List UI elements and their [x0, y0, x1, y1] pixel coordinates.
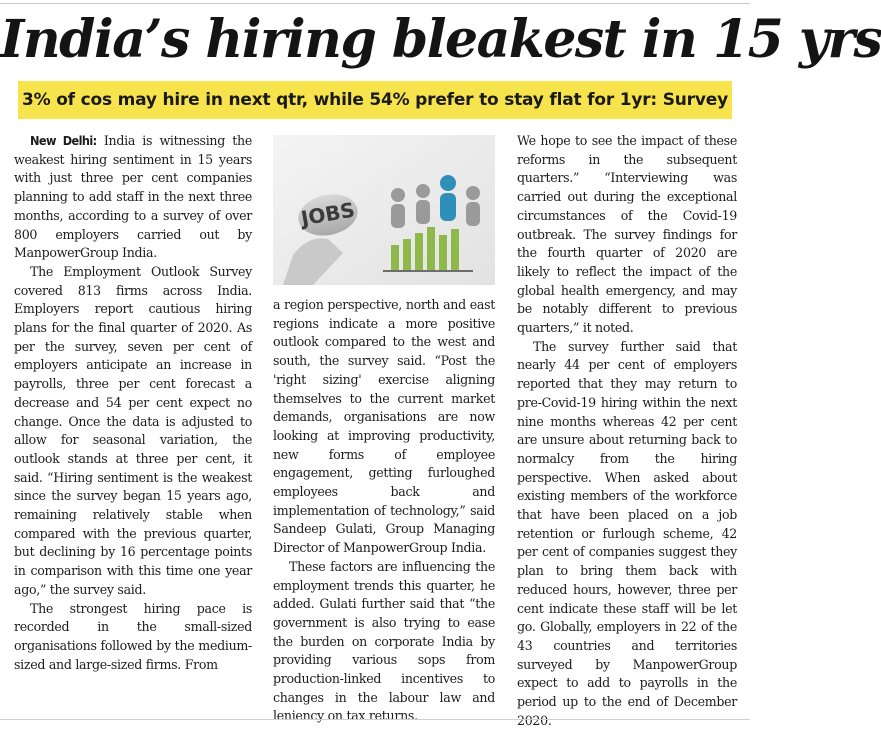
- headline: India’s hiring bleakest in 15 yrs: [0, 9, 881, 70]
- deck-banner: 3% of cos may hire in next qtr, while 54% prefer to stay flat for 1yr: Survey: [18, 81, 732, 119]
- paragraph: We hope to see the impact of these reforms in the subsequent quarters.” “Interviewing was carried out during the exceptional circumstances of the Covid-19 outbreak. The survey findings for the fourth quarter of 2020 are likely to reflect the impact of the global health emergency, and may be notably different to previous quarters,” it noted.: [517, 133, 737, 336]
- paragraph: The survey further said that nearly 44 per cent of employers reported that they may return to pre-Covid-19 hiring within the next nine months whereas 42 per cent are unsure about returning back to normalcy from the hiring perspective. When asked about existing members of the workforce that have been placed on a job retention or furlough scheme, 42 per cent of companies suggest they plan to bring them back with reduced hours, however, three per cent indicate these staff will be let go. Globally, employers in 22 of the 43 countries and territories surveyed by ManpowerGroup expect to add to payrolls in the period up to the end of December 2020.: [517, 338, 737, 728]
- article-column-1: [14, 132, 252, 674]
- bottom-rule: [0, 719, 750, 720]
- paragraph: The strongest hiring pace is recorded in the small-sized organisations followed by the medium-sized and large-sized firms. From: [14, 600, 252, 672]
- paragraph: a region perspective, north and east regions indicate a more positive outlook compared to the west and south, the survey said. “Post the 'right sizing' exercise aligning themselves to the current market demands, organisations are now looking at improving productivity, new forms of employee engagement, getting furloughed employees back and implementation of technology,” said Sandeep Gulati, Group Managing Director of ManpowerGroup India.: [273, 297, 495, 556]
- paragraph: These factors are influencing the employment trends this quarter, he added. Gulati further said that “the government is also trying to ease the burden on corporate India by providing various sops from production-linked incentives to changes in the labour law and leniency on tax returns.: [273, 558, 495, 724]
- article-column-3: [517, 132, 737, 731]
- paragraph: The Employment Outlook Survey covered 813 firms across India. Employers report cautious hiring plans for the final quarter of 2020. As per the survey, seven per cent of employers anticipate an increase in payrolls, three per cent forecast a decrease and 54 per cent expect no change. Once the data is adjusted to allow for seasonal variation, the outlook stands at three per cent, it said. “Hiring sentiment is the weakest since the survey began 15 years ago, remaining relatively stable when compared with the previous quarter, but declining by 16 percentage points in comparison with this time one year ago,” the survey said.: [14, 263, 252, 597]
- dateline: New Delhi:: [30, 133, 97, 148]
- article-column-2: [273, 296, 495, 726]
- paragraph: [14, 132, 252, 263]
- jobs-illustration: [273, 135, 495, 285]
- sign-text: JOBS: [299, 197, 357, 231]
- article-photo: [273, 135, 495, 285]
- paragraph-text: India is witnessing the weakest hiring sentiment in 15 years with just three per cent companies planning to add staff in the next three months, according to a survey of over 800 employers carried out by ManpowerGroup India.: [14, 133, 252, 261]
